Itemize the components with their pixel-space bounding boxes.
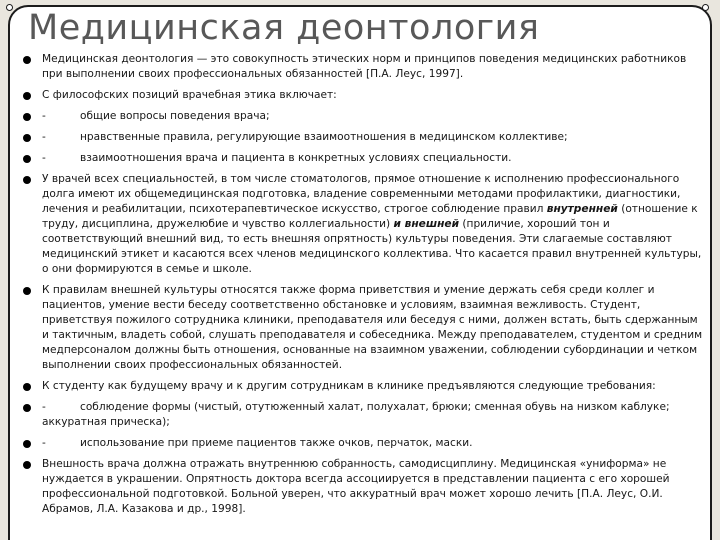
bullet-text: взаимоотношения врача и пациента в конкретных условиях специальности.: [80, 152, 512, 164]
bullet-text: использование при приеме пациентов также очков, перчаток, маски.: [80, 437, 473, 449]
bullet-list: [22, 52, 706, 517]
bullet-dot-icon: [23, 461, 31, 469]
emphasis-internal: внутренней: [546, 203, 618, 215]
dash-marker: -: [42, 110, 46, 122]
bullet-dot-icon: [23, 176, 31, 184]
bullet-dot-icon: [23, 383, 31, 391]
bullet-dot-icon: [23, 155, 31, 163]
bullet-text: К студенту как будущему врачу и к другим сотрудникам в клинике предъявляются следующие требования:: [42, 380, 656, 392]
bullet-item: [22, 172, 706, 277]
slide-body: [22, 52, 706, 523]
dash-marker: -: [42, 131, 46, 143]
bullet-dot-icon: [23, 113, 31, 121]
bullet-item: [22, 400, 706, 430]
frame-corner-ornament: [702, 4, 709, 11]
bullet-text: (отношение к труду, дисциплина, дружелюбие и чувство коллегиальности): [42, 203, 698, 230]
bullet-item: [22, 457, 706, 517]
frame-corner-ornament: [6, 4, 13, 11]
bullet-item: [22, 130, 706, 145]
bullet-text: соблюдение формы (чистый, отутюженный халат, полухалат, брюки; сменная обувь на низком каблуке; аккуратная прическа);: [42, 401, 670, 428]
bullet-item: [22, 88, 706, 103]
bullet-text: С философских позиций врачебная этика включает:: [42, 89, 337, 101]
bullet-text: Внешность врача должна отражать внутреннюю собранность, самодисциплину. Медицинская «униформа» не нуждается в украшении. Опрятность доктора всегда ассоциируется в представлении пациента с его хорошей профессиональной подготовкой. Больной уверен, что аккуратный врач может хорошо лечить [П.А. Леус, О.И. Абрамов, Л.А. Казакова и др., 1998].: [42, 458, 670, 515]
bullet-item: [22, 52, 706, 82]
bullet-dot-icon: [23, 56, 31, 64]
bullet-dot-icon: [23, 404, 31, 412]
dash-marker: -: [42, 152, 46, 164]
bullet-dot-icon: [23, 92, 31, 100]
bullet-text: общие вопросы поведения врача;: [80, 110, 270, 122]
bullet-item: [22, 109, 706, 124]
bullet-dot-icon: [23, 134, 31, 142]
bullet-dot-icon: [23, 287, 31, 295]
dash-marker: -: [42, 437, 46, 449]
bullet-text: Медицинская деонтология — это совокупность этических норм и принципов поведения медицинских работников при выполнении своих профессиональных обязанностей [П.А. Леус, 1997].: [42, 53, 687, 80]
slide-title: Медицинская деонтология: [28, 8, 540, 48]
emphasis-external: и внешней: [393, 218, 460, 230]
bullet-item: [22, 151, 706, 166]
bullet-dot-icon: [23, 440, 31, 448]
bullet-text: (приличие, хороший тон и соответствующий внешний вид, то есть внешняя опрятность) культуры поведения. Эти слагаемые составляют медицинский этикет и касаются всех членов медицинского коллектива. Что касается правил внутренней культуры, о они формируются в семье и школе.: [42, 218, 702, 275]
bullet-item: [22, 379, 706, 394]
bullet-text: К правилам внешней культуры относятся также форма приветствия и умение держать себя среди коллег и пациентов, умение вести беседу соответственно обстановке и условиям, взаимная вежливость. Студент, приветствуя пожилого сотрудника клиники, преподавателя или беседуя с ними, должен встать, быть сдержанным и тактичным, владеть собой, слушать преподавателя и собеседника. Между преподавателем, студентом и средним медперсоналом должны быть отношения, основанные на взаимном уважении, соблюдении субординации и четком выполнении своих профессиональных обязанностей.: [42, 284, 703, 371]
bullet-text: У врачей всех специальностей, в том числе стоматологов, прямое отношение к исполнению профессионального долга имеют их общемедицинская подготовка, владение современными методами профилактики, диагностики, лечения и реабилитации, психотерапевтическое искусство, строгое соблюдение правил: [42, 173, 681, 215]
bullet-text: нравственные правила, регулирующие взаимоотношения в медицинском коллективе;: [80, 131, 568, 143]
bullet-item: [22, 436, 706, 451]
dash-marker: -: [42, 401, 46, 413]
bullet-item: [22, 283, 706, 373]
